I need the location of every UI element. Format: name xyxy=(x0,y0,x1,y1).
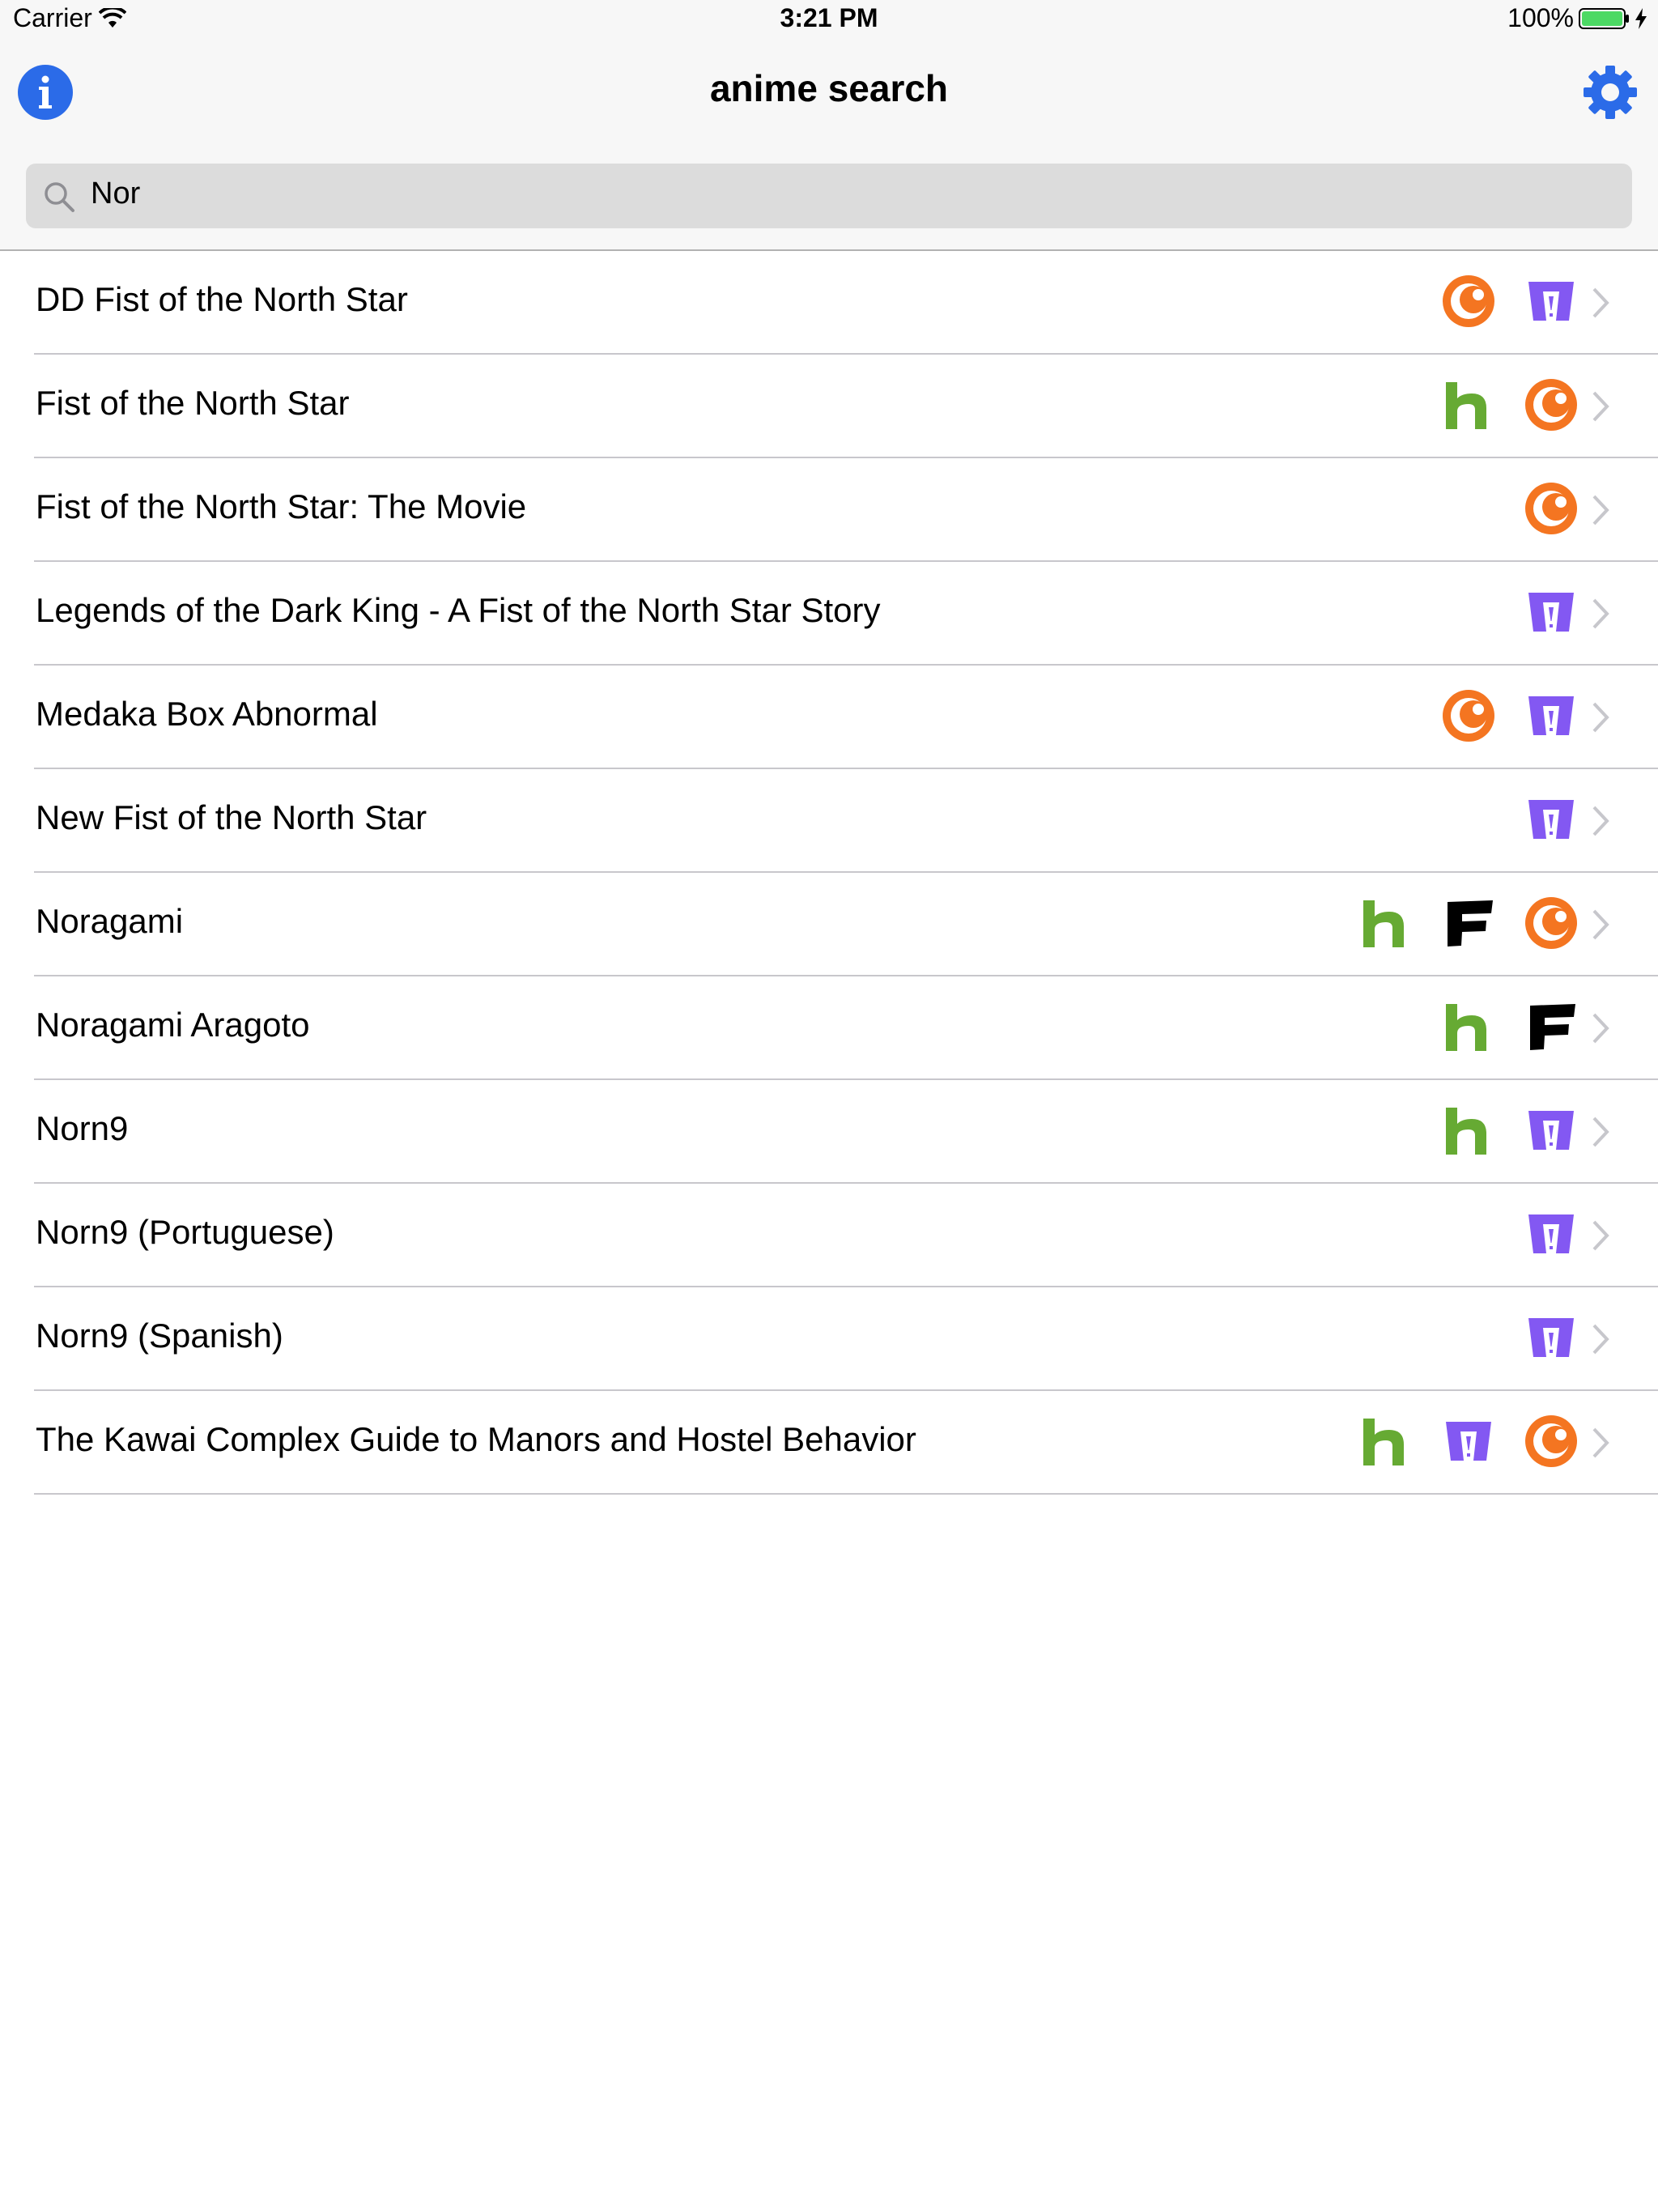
vrv-icon xyxy=(1524,792,1579,847)
result-row[interactable] xyxy=(34,1391,1658,1495)
result-title: Norn9 (Portuguese) xyxy=(36,1213,334,1251)
carrier-label: Carrier xyxy=(13,3,92,32)
chevron-right-icon xyxy=(1592,1116,1609,1148)
vrv-icon xyxy=(1524,1310,1579,1365)
chevron-right-icon xyxy=(1592,1427,1609,1459)
result-title: Noragami xyxy=(36,902,184,940)
chevron-right-icon xyxy=(1592,598,1609,630)
vrv-icon xyxy=(1524,585,1579,640)
vrv-icon xyxy=(1524,688,1579,743)
funimation-icon xyxy=(1524,999,1579,1054)
chevron-right-icon xyxy=(1592,805,1609,837)
hulu-icon xyxy=(1441,999,1496,1054)
chevron-right-icon xyxy=(1592,1323,1609,1355)
result-title: DD Fist of the North Star xyxy=(36,280,408,318)
crunchyroll-icon xyxy=(1524,377,1579,432)
chevron-right-icon xyxy=(1592,1012,1609,1044)
chevron-right-icon xyxy=(1592,1219,1609,1252)
navigation-bar xyxy=(0,32,1658,251)
result-row[interactable] xyxy=(34,1287,1658,1391)
result-row[interactable] xyxy=(34,976,1658,1080)
result-title: Noragami Aragoto xyxy=(36,1006,310,1044)
hulu-icon xyxy=(1441,377,1496,432)
result-title: Norn9 (Spanish) xyxy=(36,1317,283,1355)
result-title: Norn9 xyxy=(36,1109,129,1147)
chevron-right-icon xyxy=(1592,908,1609,941)
charging-bolt-icon xyxy=(1634,7,1648,30)
status-bar xyxy=(0,0,1658,32)
battery-percent: 100% xyxy=(1507,3,1574,32)
hulu-icon xyxy=(1441,1103,1496,1158)
funimation-icon xyxy=(1441,895,1496,951)
vrv-icon xyxy=(1524,274,1579,329)
page-title: anime search xyxy=(709,67,949,109)
vrv-icon xyxy=(1524,1206,1579,1261)
result-title: Fist of the North Star xyxy=(36,384,350,422)
hulu-icon xyxy=(1358,895,1414,951)
result-title: New Fist of the North Star xyxy=(36,798,427,836)
crunchyroll-icon xyxy=(1524,895,1579,951)
search-icon xyxy=(42,180,76,214)
settings-gear-button[interactable] xyxy=(1583,65,1638,120)
result-title: Medaka Box Abnormal xyxy=(36,695,378,733)
result-row[interactable] xyxy=(34,769,1658,873)
result-row[interactable] xyxy=(34,1080,1658,1184)
hulu-icon xyxy=(1358,1414,1414,1469)
result-row[interactable] xyxy=(34,666,1658,769)
chevron-right-icon xyxy=(1592,701,1609,734)
result-row[interactable] xyxy=(34,873,1658,976)
result-title: Fist of the North Star: The Movie xyxy=(36,487,527,525)
chevron-right-icon xyxy=(1592,287,1609,319)
crunchyroll-icon xyxy=(1441,688,1496,743)
result-row[interactable] xyxy=(34,562,1658,666)
vrv-icon xyxy=(1524,1103,1579,1158)
result-title: Legends of the Dark King - A Fist of the North Star Story xyxy=(36,591,881,629)
crunchyroll-icon xyxy=(1441,274,1496,329)
result-row[interactable] xyxy=(34,251,1658,355)
chevron-right-icon xyxy=(1592,494,1609,526)
result-row[interactable] xyxy=(34,355,1658,458)
search-bar[interactable] xyxy=(26,164,1632,228)
clock: 3:21 PM xyxy=(780,3,878,32)
crunchyroll-icon xyxy=(1524,1414,1579,1469)
result-row[interactable] xyxy=(34,458,1658,562)
result-title: The Kawai Complex Guide to Manors and Hostel Behavior xyxy=(36,1420,916,1458)
chevron-right-icon xyxy=(1592,390,1609,423)
results-list xyxy=(0,251,1658,1495)
crunchyroll-icon xyxy=(1524,481,1579,536)
vrv-icon xyxy=(1441,1414,1496,1469)
search-input[interactable]: Nor xyxy=(91,177,141,211)
result-row[interactable] xyxy=(34,1184,1658,1287)
battery-icon xyxy=(1579,7,1630,30)
